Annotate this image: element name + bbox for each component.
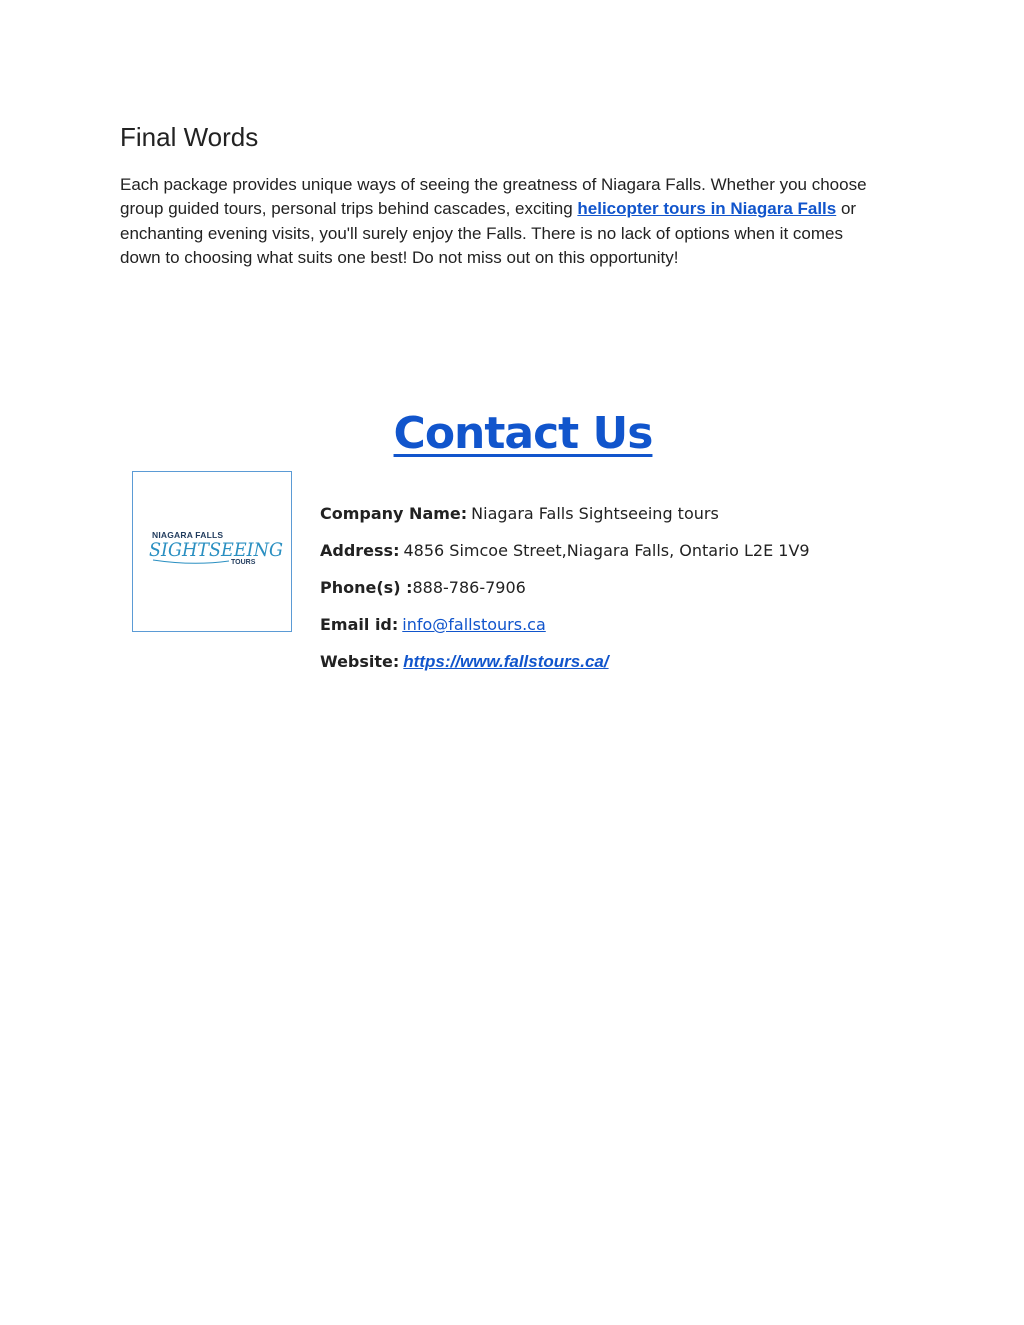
address-value: 4856 Simcoe Street,Niagara Falls, Ontario L2E 1V9 xyxy=(403,541,810,560)
company-logo xyxy=(132,471,292,632)
email-row xyxy=(320,611,810,648)
website-row xyxy=(320,648,810,685)
paragraph-text-start: Each package provides unique ways of seeing the greatness of Niagara Falls. Whether you choose group guided tours, personal trips behind cascades, exciting xyxy=(120,175,867,219)
email-link[interactable]: info@fallstours.ca xyxy=(402,615,546,634)
company-name-row xyxy=(320,500,810,537)
company-logo-graphic xyxy=(133,472,291,631)
phone-row xyxy=(320,574,810,611)
company-name-label: Company Name: xyxy=(320,504,468,523)
company-name-value: Niagara Falls Sightseeing tours xyxy=(471,504,719,523)
website-link[interactable]: https://www.fallstours.ca/ xyxy=(403,652,609,671)
contact-details xyxy=(320,500,810,685)
website-label: Website: xyxy=(320,652,400,671)
address-label: Address: xyxy=(320,541,400,560)
final-words-heading: Final Words xyxy=(120,122,259,152)
phone-value: 888-786-7906 xyxy=(412,578,526,597)
logo-line-sightseeing: SIGHTSEEING xyxy=(149,539,283,561)
phone-label: Phone(s) : xyxy=(320,578,413,597)
helicopter-tours-link[interactable]: helicopter tours in Niagara Falls xyxy=(577,199,837,219)
contact-us-heading: Contact Us xyxy=(393,408,653,459)
paragraph-text-end: or enchanting evening visits, you'll surely enjoy the Falls. There is no lack of options when it comes down to choosing what suits one best! Do not miss out on this opportunity! xyxy=(120,199,857,268)
final-words-paragraph xyxy=(120,173,880,271)
logo-line-tours: TOURS xyxy=(231,559,256,566)
logo-line-niagara-falls: NIAGARA FALLS xyxy=(152,530,224,540)
address-row xyxy=(320,537,810,574)
email-label: Email id: xyxy=(320,615,399,634)
